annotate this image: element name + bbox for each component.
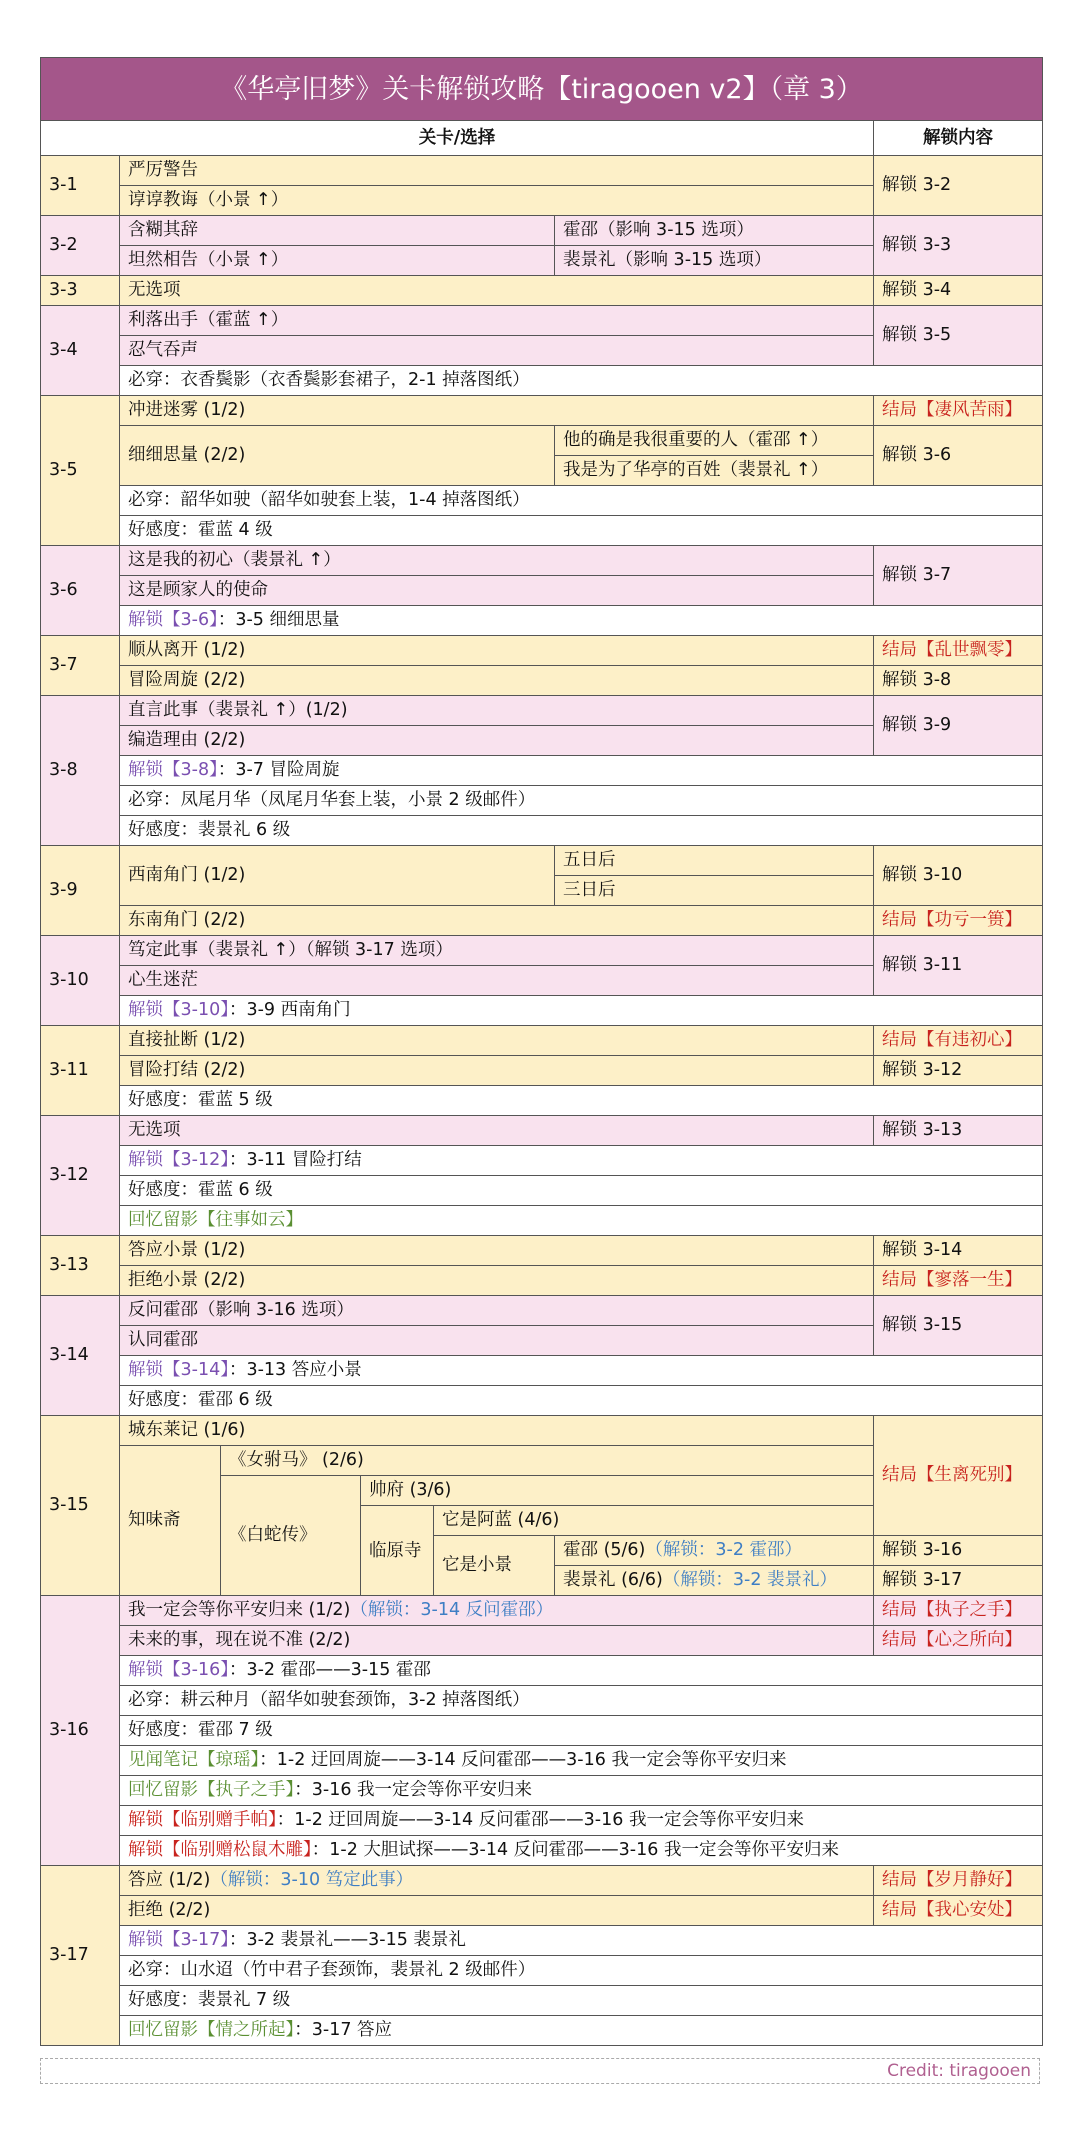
note bbox=[120, 1926, 1043, 1956]
note: 必穿：韶华如驶（韶华如驶套上装，1-4 掉落图纸） bbox=[120, 486, 1043, 516]
choice: 编造理由 (2/2) bbox=[120, 726, 874, 756]
unlock: 解锁 3-6 bbox=[874, 426, 1043, 486]
header-unlock: 解锁内容 bbox=[874, 121, 1043, 156]
stage-id: 3-11 bbox=[41, 1026, 120, 1116]
note bbox=[120, 606, 1043, 636]
choice: 无选项 bbox=[120, 276, 874, 306]
choice: 拒绝小景 (2/2) bbox=[120, 1266, 874, 1296]
note: 必穿：衣香鬓影（衣香鬓影套裙子，2-1 掉落图纸） bbox=[120, 366, 1043, 396]
unlock: 解锁 3-4 bbox=[874, 276, 1043, 306]
choice: 《白蛇传》 bbox=[221, 1476, 361, 1596]
ending: 结局【寥落一生】 bbox=[874, 1266, 1043, 1296]
note: 好感度：霍邵 7 级 bbox=[120, 1716, 1043, 1746]
ending: 结局【有违初心】 bbox=[874, 1026, 1043, 1056]
unlock: 解锁 3-7 bbox=[874, 546, 1043, 606]
choice: 西南角门 (1/2) bbox=[120, 846, 555, 906]
note: 好感度：霍蓝 6 级 bbox=[120, 1176, 1043, 1206]
ending: 结局【凄风苦雨】 bbox=[874, 396, 1043, 426]
choice: 坦然相告（小景 ↑） bbox=[120, 246, 555, 276]
choice: 利落出手（霍蓝 ↑） bbox=[120, 306, 874, 336]
choice-note: （解锁：3-14 反问霍邵） bbox=[350, 1600, 554, 1620]
choice: 细细思量 (2/2) bbox=[120, 426, 555, 486]
note bbox=[120, 2016, 1043, 2046]
choice: 它是小景 bbox=[434, 1536, 555, 1596]
guide-table-wrapper bbox=[40, 57, 1042, 2046]
unlock: 解锁 3-16 bbox=[874, 1536, 1043, 1566]
note bbox=[120, 1836, 1043, 1866]
choice: 无选项 bbox=[120, 1116, 874, 1146]
choice: 认同霍邵 bbox=[120, 1326, 874, 1356]
choice: 笃定此事（裴景礼 ↑）（解锁 3-17 选项） bbox=[120, 936, 874, 966]
stage-id: 3-17 bbox=[41, 1866, 120, 2046]
note-text: ：1-2 迂回周旋——3-14 反问霍邵——3-16 我一定会等你平安归来 bbox=[276, 1810, 804, 1830]
note-tag: 解锁【3-8】 bbox=[128, 760, 218, 780]
choice: 直接扯断 (1/2) bbox=[120, 1026, 874, 1056]
choice: 反问霍邵（影响 3-16 选项） bbox=[120, 1296, 874, 1326]
note-tag: 解锁【3-14】 bbox=[128, 1360, 229, 1380]
stage-id: 3-7 bbox=[41, 636, 120, 696]
choice: 城东莱记 (1/6) bbox=[120, 1416, 874, 1446]
sub-choice: 他的确是我很重要的人（霍邵 ↑） bbox=[555, 426, 874, 456]
note bbox=[120, 1806, 1043, 1836]
note: 好感度：裴景礼 6 级 bbox=[120, 816, 1043, 846]
choice: 严厉警告 bbox=[120, 156, 874, 186]
stage-id: 3-14 bbox=[41, 1296, 120, 1416]
unlock: 解锁 3-2 bbox=[874, 156, 1043, 216]
choice: 帅府 (3/6) bbox=[361, 1476, 874, 1506]
unlock: 解锁 3-12 bbox=[874, 1056, 1043, 1086]
choice bbox=[555, 1566, 874, 1596]
unlock: 解锁 3-17 bbox=[874, 1566, 1043, 1596]
ending: 结局【心之所向】 bbox=[874, 1626, 1043, 1656]
ending: 结局【功亏一篑】 bbox=[874, 906, 1043, 936]
note-text: ：3-11 冒险打结 bbox=[228, 1150, 362, 1170]
stage-id: 3-3 bbox=[41, 276, 120, 306]
note bbox=[120, 1656, 1043, 1686]
sub-choice: 裴景礼（影响 3-15 选项） bbox=[555, 246, 874, 276]
stage-id: 3-16 bbox=[41, 1596, 120, 1866]
note-text: ：3-9 西南角门 bbox=[228, 1000, 351, 1020]
choice: 忍气吞声 bbox=[120, 336, 874, 366]
note bbox=[120, 1356, 1043, 1386]
stage-id: 3-12 bbox=[41, 1116, 120, 1236]
choice: 未来的事，现在说不准 (2/2) bbox=[120, 1626, 874, 1656]
unlock: 解锁 3-11 bbox=[874, 936, 1043, 996]
choice: 冒险周旋 (2/2) bbox=[120, 666, 874, 696]
ending: 结局【执子之手】 bbox=[874, 1596, 1043, 1626]
sub-choice: 五日后 bbox=[555, 846, 874, 876]
choice: 冲进迷雾 (1/2) bbox=[120, 396, 874, 426]
header-stage: 关卡/选择 bbox=[41, 121, 874, 156]
note: 必穿：凤尾月华（凤尾月华套上装，小景 2 级邮件） bbox=[120, 786, 1043, 816]
unlock: 解锁 3-14 bbox=[874, 1236, 1043, 1266]
choice-note: （解锁：3-10 笃定此事） bbox=[210, 1870, 414, 1890]
stage-id: 3-5 bbox=[41, 396, 120, 546]
guide-table bbox=[40, 57, 1043, 2046]
note-tag: 回忆留影【情之所起】 bbox=[128, 2020, 295, 2040]
stage-id: 3-2 bbox=[41, 216, 120, 276]
note-tag: 解锁【临别赠手帕】 bbox=[128, 1810, 277, 1830]
note-text: ：3-16 我一定会等你平安归来 bbox=[294, 1780, 533, 1800]
unlock: 解锁 3-3 bbox=[874, 216, 1043, 276]
choice: 东南角门 (2/2) bbox=[120, 906, 874, 936]
stage-id: 3-15 bbox=[41, 1416, 120, 1596]
note-tag: 解锁【3-16】 bbox=[128, 1660, 229, 1680]
unlock: 解锁 3-15 bbox=[874, 1296, 1043, 1356]
choice: 直言此事（裴景礼 ↑）(1/2) bbox=[120, 696, 874, 726]
note bbox=[120, 1776, 1043, 1806]
stage-id: 3-10 bbox=[41, 936, 120, 1026]
sub-choice: 三日后 bbox=[555, 876, 874, 906]
note: 必穿：山水迢（竹中君子套颈饰，裴景礼 2 级邮件） bbox=[120, 1956, 1043, 1986]
stage-id: 3-9 bbox=[41, 846, 120, 936]
note-text: ：3-7 冒险周旋 bbox=[217, 760, 340, 780]
note-tag: 解锁【临别赠松鼠木雕】 bbox=[128, 1840, 312, 1860]
note-tag: 解锁【3-10】 bbox=[128, 1000, 229, 1020]
note bbox=[120, 756, 1043, 786]
unlock: 解锁 3-10 bbox=[874, 846, 1043, 906]
choice bbox=[120, 1596, 874, 1626]
choice-text: 我一定会等你平安归来 (1/2) bbox=[128, 1600, 351, 1620]
choice bbox=[120, 1866, 874, 1896]
unlock: 解锁 3-5 bbox=[874, 306, 1043, 366]
choice: 拒绝 (2/2) bbox=[120, 1896, 874, 1926]
choice: 冒险打结 (2/2) bbox=[120, 1056, 874, 1086]
note-text: ：3-17 答应 bbox=[294, 2020, 393, 2040]
ending: 结局【乱世飘零】 bbox=[874, 636, 1043, 666]
note-tag: 解锁【3-6】 bbox=[128, 610, 218, 630]
note: 好感度：霍邵 6 级 bbox=[120, 1386, 1043, 1416]
note bbox=[120, 996, 1043, 1026]
unlock: 解锁 3-13 bbox=[874, 1116, 1043, 1146]
note bbox=[120, 1146, 1043, 1176]
note: 必穿：耕云种月（韶华如驶套颈饰，3-2 掉落图纸） bbox=[120, 1686, 1043, 1716]
note: 好感度：裴景礼 7 级 bbox=[120, 1986, 1043, 2016]
choice bbox=[555, 1536, 874, 1566]
note-tag: 见闻笔记【琼瑶】 bbox=[128, 1750, 260, 1770]
stage-id: 3-6 bbox=[41, 546, 120, 636]
sub-choice: 我是为了华亭的百姓（裴景礼 ↑） bbox=[555, 456, 874, 486]
choice: 《女驸马》 (2/6) bbox=[221, 1446, 874, 1476]
note-text: ：3-13 答应小景 bbox=[228, 1360, 362, 1380]
ending: 结局【我心安处】 bbox=[874, 1896, 1043, 1926]
note-tag: 解锁【3-12】 bbox=[128, 1150, 229, 1170]
note-text: ：3-2 裴景礼——3-15 裴景礼 bbox=[228, 1930, 466, 1950]
choice-note: （解锁：3-2 霍邵） bbox=[645, 1540, 803, 1560]
note-text: ：3-2 霍邵——3-15 霍邵 bbox=[228, 1660, 431, 1680]
choice-text: 裴景礼 (6/6) bbox=[563, 1570, 663, 1590]
note-text: ：1-2 大胆试探——3-14 反问霍邵——3-16 我一定会等你平安归来 bbox=[311, 1840, 839, 1860]
choice: 心生迷茫 bbox=[120, 966, 874, 996]
stage-id: 3-4 bbox=[41, 306, 120, 396]
choice-text: 答应 (1/2) bbox=[128, 1870, 211, 1890]
note-tag: 回忆留影【执子之手】 bbox=[128, 1780, 295, 1800]
choice: 这是我的初心（裴景礼 ↑） bbox=[120, 546, 874, 576]
credit: Credit: tiragooen bbox=[40, 2058, 1040, 2084]
choice: 这是顾家人的使命 bbox=[120, 576, 874, 606]
choice: 答应小景 (1/2) bbox=[120, 1236, 874, 1266]
choice: 临原寺 bbox=[361, 1506, 434, 1596]
choice: 顺从离开 (1/2) bbox=[120, 636, 874, 666]
choice: 谆谆教诲（小景 ↑） bbox=[120, 186, 874, 216]
stage-id: 3-13 bbox=[41, 1236, 120, 1296]
stage-id: 3-8 bbox=[41, 696, 120, 846]
ending: 结局【岁月静好】 bbox=[874, 1866, 1043, 1896]
choice: 含糊其辞 bbox=[120, 216, 555, 246]
note-text: ：3-5 细细思量 bbox=[217, 610, 340, 630]
choice-note: （解锁：3-2 裴景礼） bbox=[662, 1570, 838, 1590]
stage-id: 3-1 bbox=[41, 156, 120, 216]
note-tag: 解锁【3-17】 bbox=[128, 1930, 229, 1950]
note: 好感度：霍蓝 4 级 bbox=[120, 516, 1043, 546]
note bbox=[120, 1746, 1043, 1776]
note: 好感度：霍蓝 5 级 bbox=[120, 1086, 1043, 1116]
note-text: ：1-2 迂回周旋——3-14 反问霍邵——3-16 我一定会等你平安归来 bbox=[259, 1750, 787, 1770]
note: 回忆留影【往事如云】 bbox=[120, 1206, 1043, 1236]
ending: 结局【生离死别】 bbox=[874, 1416, 1043, 1536]
page-title: 《华亭旧梦》关卡解锁攻略【tiragooen v2】（章 3） bbox=[41, 58, 1043, 121]
sub-choice: 霍邵（影响 3-15 选项） bbox=[555, 216, 874, 246]
unlock: 解锁 3-8 bbox=[874, 666, 1043, 696]
choice: 它是阿蓝 (4/6) bbox=[434, 1506, 874, 1536]
choice-text: 霍邵 (5/6) bbox=[563, 1540, 646, 1560]
choice: 知味斋 bbox=[120, 1446, 221, 1596]
unlock: 解锁 3-9 bbox=[874, 696, 1043, 756]
